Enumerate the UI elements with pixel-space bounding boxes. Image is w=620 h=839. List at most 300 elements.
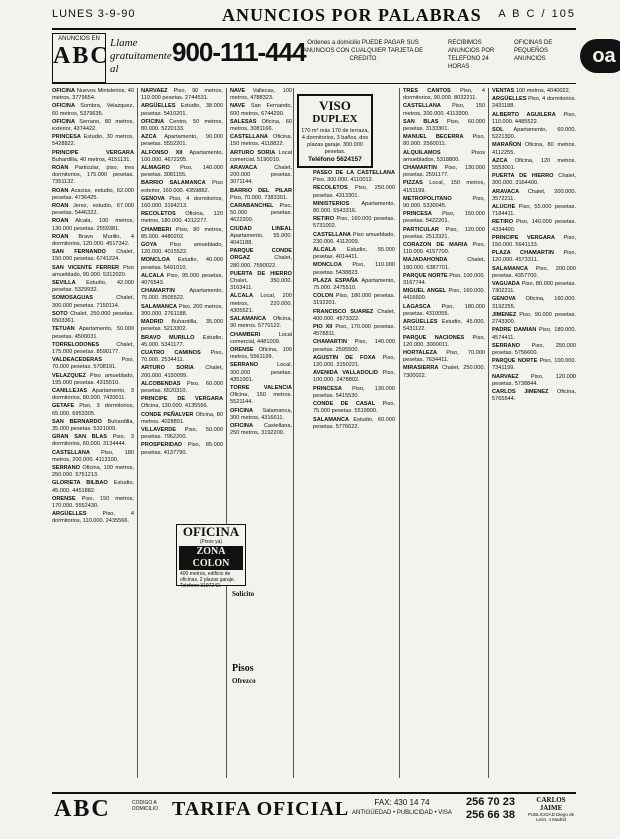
classified-ad [313,339,395,353]
ad-text: Piso, 55.000 pesetas. 7184411. [492,204,576,218]
ad-keyword: AZCA [492,157,508,164]
ad-keyword: ORENSE [230,346,254,353]
classified-ad [313,185,395,199]
ad-text: Piso, 120.000. 3150221. [313,354,395,369]
classified-ad [313,262,395,276]
classified-ad [141,134,223,148]
column-divider [488,88,489,778]
ad-keyword: PLAZA CHAMARTIN [492,250,554,257]
ad-keyword: PARQUE NACIONES [403,334,465,341]
ad-keyword: PADRE DAMIAN [492,327,537,334]
classified-ad [141,227,223,241]
classified-ad [403,150,485,164]
classified-ad [141,365,223,379]
classified-ad [403,350,485,364]
ad-text: Particular, piso, tres dormitorios, 175.000 pesetas. 7351132. [52,165,134,186]
classified-ad [230,385,292,407]
ad-keyword: SALAMANCA [313,416,350,423]
classified-ad [492,219,576,233]
ad-keyword: OFICINA [52,103,75,110]
ad-text: Chalet, 175.000 pesetas. 8590177. [52,341,134,355]
ad-keyword: CANILLEJAS [52,387,88,394]
ad-keyword: COLON [313,293,334,300]
classified-ad [313,309,395,323]
ad-text: Piso, 170.000 pesetas. 4578811. [313,324,395,338]
classified-ad [492,358,576,372]
ad-text: Piso amueblado, 195.000 pesetas. 4315510. [52,372,134,386]
classified-ad [230,150,292,164]
classified-ad [230,347,292,361]
classified-ad [403,165,485,179]
ad-keyword: ROAN [52,218,69,225]
classified-ad [230,362,292,384]
classified-ad [52,249,134,263]
ad-text: Piso, 75.000 pesetas. 5519900. [313,401,395,415]
ad-text: Piso, 150.000 pesetas. 5422201. [403,211,485,225]
ad-keyword: SEVILLA [52,280,76,287]
phone-banner [52,33,616,84]
classified-ad [52,496,134,510]
ad-text: Piso, 150 metros, 200.000. 4113300. [403,103,485,117]
classified-ad [141,196,223,210]
classified-ad [141,180,223,194]
classified-ad [313,355,395,369]
ad-keyword: ALFONSO XII [141,149,183,156]
ad-keyword: PRINCIPE VERGARA [492,234,555,241]
ad-text: Apartamento, 75.000. 2475510. [313,277,395,292]
ad-keyword: PARQUE CONDE ORGAZ [230,248,292,262]
ad-keyword: CHAMBERI [230,331,261,338]
classified-ad [141,304,223,318]
ad-keyword: SOMOSAGUAS [52,295,94,302]
classified-ad [313,278,395,292]
ad-text: Piso, 120.000 pesetas. 5738844. [492,373,576,387]
classified-ad [52,165,134,187]
ad-text: Local, 200 metros, 220.000. 4305521. [230,293,292,314]
column-divider [137,88,138,778]
ad-text: Piso, 4 dormitorios, 90.000. 8032211. [403,88,485,102]
classified-ad [230,248,292,270]
ad-text: Piso, 180.000 pesetas. 3192201. [313,293,395,307]
ad-keyword: ALCALA [230,293,253,300]
classified-ad [403,119,485,133]
ad-text: Estudio, 40.000 pesetas. 5491010. [141,257,223,271]
ad-keyword: MONCLOA [141,257,170,264]
free-phone: 900-111-444 [172,37,306,67]
ad-text: Local comercial, 5190010. [230,149,292,163]
classified-ad [492,88,576,95]
ad-keyword: AVENIDA VALLADOLID [313,370,378,377]
ad-keyword: ROAN [52,187,69,194]
classified-ad [403,304,485,318]
ad-text: Apartamento, 3 dormitorios, 80.000. 7420011. [52,387,134,402]
classified-ad [403,257,485,271]
classified-ad [230,332,292,346]
ad-keyword: TORRE VALENCIA [230,384,292,391]
ad-text: Piso, 140.000 pesetas. 3081155. [141,165,223,179]
ad-text: Piso, 160.000 pesetas. 5731002. [313,216,395,230]
column-divider [226,88,227,778]
classified-ad [492,281,576,295]
classified-ad [141,211,223,225]
classified-ad [403,180,485,194]
classified-ad [313,216,395,230]
ad-keyword: OFICINA [52,118,75,125]
ad-keyword: CHAMARTIN [403,165,437,172]
classified-ad [403,319,485,333]
classified-ad [141,88,223,102]
ad-text: Piso, 80.000 pesetas. 7302211. [492,281,576,295]
ad-keyword: ROAN [52,203,69,210]
ad-keyword: ARTURO SORIA [230,149,276,156]
classified-ad [313,324,395,338]
ad-keyword: SALAMANCA [141,303,178,310]
classified-ad [403,288,485,302]
classified-ad [230,188,292,202]
ad-text: Oficina, 80 metros. 4112255. [492,142,576,156]
ad-text: Chalet, 250.000. 7300022. [403,365,485,379]
page-number: A B C / 105 [498,8,576,20]
classified-ad [492,374,576,388]
classified-ad [141,257,223,271]
ad-text: Estudio, 45.000. 5431122. [403,319,485,333]
ad-keyword: AZCA [141,134,157,141]
ad-text: Chalet, 200.000. 3572211. [492,188,576,202]
ad-keyword: PARTICULAR [403,226,439,233]
ad-keyword: CARABANCHEL [230,203,274,210]
ad-text: Oficina, 5765544. [492,388,576,403]
ad-text: Serrano, 80 metros, exterior, 4374422. [52,118,134,133]
ad-keyword: ALCOBENDAS [141,380,181,387]
ad-text: Chalet, 280.000. 7590022. [230,255,292,269]
classified-ad [313,170,395,184]
ad-keyword: ARGÜELLES [403,319,438,326]
classified-ad [492,189,576,203]
ad-keyword: METROPOLITANO [403,195,452,202]
section-headings [232,588,292,688]
column-2 [141,88,223,778]
ad-keyword: ALQUILAMOS [403,149,441,156]
banner-note-right-2: OFICINAS DE PEQUEÑOS ANUNCIOS [514,40,553,62]
ad-text: Piso, 300.000. 4110012. [313,177,374,184]
classified-ad [141,150,223,164]
ad-text: Piso, 160.000. 4416600. [403,288,485,302]
ad-keyword: BARRIO SALAMANCA [141,180,206,187]
ad-text: Oficina, 60 metros, 3081166. [230,118,292,133]
ad-keyword: ARGÜELLES [492,96,527,103]
ad-text: Acacias, estudio, 62.000 pesetas. 4736425. [52,187,134,201]
classified-ad [492,343,576,357]
classified-ad [141,350,223,364]
classified-ad [52,342,134,356]
ad-keyword: LAGASCA [403,303,431,310]
ad-keyword: SAN FERNANDO [52,249,106,256]
ad-keyword: PIO XII [313,324,333,331]
ad-keyword: AGUSTIN DE FOXA [313,354,376,361]
ad-keyword: HORTALEZA [403,349,438,356]
classified-ad [403,273,485,287]
classified-ad [403,196,485,210]
ad-keyword: BARRIO DEL PILAR [230,187,292,194]
ad-text: Piso, 4 dormitorios, 160.000. 3194213. [141,195,223,210]
ad-keyword: NAVE [230,103,246,110]
ad-keyword: PRINCESA [313,385,342,392]
classified-ad [52,150,134,164]
ad-text: Salamanca, 300 metros, 4316611. [230,407,292,421]
classified-ad [403,365,485,379]
ad-keyword: CUATRO CAMINOS [141,349,201,356]
ad-text: Piso, 250.000 pesetas. 5756600. [492,342,576,356]
classified-ad [230,408,292,422]
ad-text: Estudio, 30 metros, 5428822. [52,134,134,148]
section-title: ANUNCIOS POR PALABRAS [222,5,482,25]
ad-text: Piso, 50.000 pesetas. 4622200. [230,203,292,224]
classified-ad [230,103,292,117]
ad-keyword: SAN VICENTE FERRER [52,264,120,271]
ad-text: Piso, 4 dormitorios, 110.000. 2435566. [52,511,134,525]
ad-keyword: CORAZON DE MARIA [403,242,468,249]
ad-text: Local, 300.000 pesetas. 4351001. [230,362,292,383]
banner-note: Ordenes a domicilio PUEDE PAGAR SUS ANUNCIOS CON CUALQUIER TARJETA DE CREDITO [302,40,424,62]
classified-ad [403,134,485,148]
classified-ad [230,423,292,437]
ad-keyword: CARLOS JIMENEZ [492,388,549,395]
ad-text: Piso, 130.000 pesetas. 5415530. [313,385,395,399]
ad-keyword: ROAN [52,165,69,172]
ad-keyword: MARAÑON [492,142,522,149]
footer-tarifa: TARIFA OFICIAL [172,798,350,820]
classified-ad [313,386,395,400]
ad-text: Piso, 110.000. 4157700. [403,242,485,256]
ad-text: Oficina, 120 metros. 5553001. [492,157,576,172]
classified-ad [313,293,395,307]
ad-keyword: NARVAEZ [492,373,519,380]
ad-keyword: CHAMARTIN [313,339,347,346]
ad-keyword: ORENSE [52,495,76,502]
ad-keyword: ALMAGRO [141,165,170,172]
footer-phones: 256 70 23 256 66 38 [466,796,515,821]
ad-text: Piso, 70.000 pesetas. 5708191. [52,357,134,371]
ad-text: 100 metros, 4040022. [514,88,571,94]
ad-text: Estudio, 42.000 pesetas. 5329932. [52,280,134,294]
classified-ad [141,335,223,349]
ad-keyword: SALESAS [230,118,257,125]
viso-duplex-ad: VISO DUPLEX 170 m² más 170 de terraza, 4 dormitorios, 3 baños, dos plazas garaje. 300.000 pesetas. Teléfono 5624157 [297,94,373,168]
classified-ad [313,232,395,246]
ad-keyword: ARGÜELLES [52,511,87,518]
ad-text: Piso, 70.000 pesetas. 7634411. [403,349,485,364]
ad-keyword: RETIRO [492,219,514,226]
footer-abc-logo: ABC [54,796,111,822]
classified-ad [492,96,576,110]
ad-text: Apartamento, 55.000. 4041188. [230,232,292,247]
classified-ad [230,88,292,102]
oficina-colon-ad: OFICINA (Pisos ya) ZONA COLON 400 metros, edificio de oficinas, 2 plazas garaje. Telefono 3197242. [176,524,246,586]
ad-keyword: CASTELLANA [313,231,351,238]
classified-ad [141,165,223,179]
ad-keyword: CASTELLANA [403,103,441,110]
section-ofrezco: Ofrezco [232,677,256,685]
classified-ad [52,388,134,402]
ad-text: Piso, 4 dormitorios. 2431188. [492,96,576,110]
ad-keyword: GOYA [141,242,157,249]
ad-keyword: VILLAVERDE [141,426,177,433]
classified-ad [52,218,134,232]
ad-keyword: CIUDAD LINEAL [230,225,292,232]
ad-keyword: SOTO [52,310,68,317]
ad-keyword: MADRID [141,319,164,326]
classified-ad [141,242,223,256]
ad-text: Piso, 200 metros, 300.000. 2761188. [141,303,223,317]
classified-ad [52,419,134,433]
ad-text: San Fernando, 600 metros, 6744290. [230,103,292,117]
ad-text: Estudio, 60.000 pesetas. 5776622. [313,416,395,430]
ad-text: Buhardilla, 40 metros, 4151131. [52,156,131,163]
classified-ad [52,480,134,494]
ad-keyword: TORRELODONES [52,341,100,348]
ad-keyword: ARAVACA [492,188,520,195]
ad-text: Piso, 70.000. 2534411. [141,349,223,364]
ad-keyword: SERRANO [230,362,258,369]
classified-ad [403,335,485,349]
ad-text: Chalet, 300.000. 3164400. [492,173,576,187]
ad-text: Castellana, 250 metros, 3192200. [230,422,292,437]
ad-keyword: CASTELLANA [230,134,268,141]
ad-text: Piso, 120.000. 3000011. [403,334,485,348]
section-pisos: Pisos [232,663,254,674]
ad-text: Piso, 90.000 pesetas. 2743300. [492,311,576,326]
classified-ad [492,204,576,218]
ad-keyword: SAN BLAS [403,118,439,125]
classified-ad [141,427,223,441]
classified-ad [52,465,134,479]
ad-text: Buhardilla, 35.000 pesetas. 5213302. [141,319,223,333]
ad-text: Piso, 80 metros, 85.000. 4480202. [141,226,223,240]
classified-ad [52,188,134,202]
classified-ad [403,103,485,117]
banner-note-right-1: RECIBIMOS ANUNCIOS POR TELEFONO 24 HORAS [448,40,495,70]
ad-text: Sombra, Velazquez, 60 metros, 5379635. [52,103,134,117]
ad-keyword: PRINCIPE VERGARA [52,149,134,156]
ad-text: Bravo Murillo, 4 dormitorios, 120.000. 4517342. [52,233,134,248]
ad-keyword: TETUAN [52,326,75,333]
ad-text: Chalet, 300.000 pesetas. 7150114. [52,295,134,309]
ad-text: Centro, 50 metros, 80.000. 5220133. [141,118,223,133]
classified-ad [52,280,134,294]
classified-ad [313,247,395,261]
classified-ad [313,401,395,415]
ad-keyword: ALCALA [141,272,164,279]
ad-text: Piso amueblado, 90.000. 5312020. [52,264,134,278]
ad-keyword: CHAMBERI [141,226,172,233]
classified-ad [230,271,292,293]
ad-keyword: PUERTA DE HIERRO [230,270,292,277]
ad-keyword: PRINCESA [403,211,432,218]
classified-ad [52,103,134,117]
call-text: Llame gratuitamente al [110,37,172,75]
ad-text: Estudio, 45.000. 4451882. [52,480,134,494]
ad-keyword: ARGÜELLES [141,103,176,110]
ad-keyword: ALCALA [313,247,336,254]
ad-text: Piso, 3 dormitorios, 60.000. 3134444. [52,434,134,448]
ad-text: Apartamento, 75.000. 3505522. [141,288,223,302]
classified-ad [492,266,576,280]
column-divider [293,88,294,778]
column-1 [52,88,134,778]
ad-text: Piso, 180.000 pesetas. 4310055. [403,303,485,317]
ad-text: Piso, 120.000 pesetas. 2513321. [403,226,485,240]
abc-logo: ANUNCIOS EN ABC [52,33,106,83]
ad-text: Piso, 50.000 pesetas. 7962200. [141,426,223,441]
classified-ad [492,158,576,172]
ad-keyword: TRES CANTOS [403,88,451,94]
classified-ad [403,227,485,241]
ad-keyword: VELAZQUEZ [52,372,86,379]
column-4 [313,170,395,778]
classified-ad [52,311,134,325]
ad-text: Piso, 150 metros, 170.000. 5552430. [52,495,134,509]
classified-ad [52,119,134,133]
ad-text: Pisos amueblados, 5318800. [403,149,485,163]
classified-ad [313,417,395,431]
ad-keyword: PASEO DE LA CASTELLANA [313,170,395,176]
ad-text: Chalet, 350.000. 3163411. [230,278,292,292]
ad-text: Piso, 250.000 pesetas. 4313301. [313,185,395,199]
classified-ad [230,226,292,248]
classified-ad [230,119,292,133]
classified-ad [141,396,223,410]
ad-text: Piso, 180.000. 4574411. [492,327,576,341]
ad-text: Buhardilla, 35.000 pesetas. 5321009. [52,418,134,432]
ad-keyword: MINISTERIOS [313,200,350,207]
ad-keyword: SALAMANCA [492,265,529,272]
ad-text: Chalet, 200.000. 4150099. [141,365,223,379]
ad-text: Piso, 95.000 pesetas. 4076543. [141,272,223,287]
classified-ad [141,442,223,456]
ad-text: Piso amueblado, 230.000. 4112009. [313,231,395,245]
ad-keyword: VENTAS [492,88,515,94]
ad-text: Piso, 100.000. 2478802. [313,370,395,384]
footer-bar [52,792,576,828]
classified-ad [403,211,485,225]
ad-text: Vallecas, 100 metros, 4788323. [230,88,292,102]
ad-keyword: SOL [492,127,504,134]
classified-ad [52,234,134,248]
ad-text: Apartamento, 50.000 pesetas. 4500031. [52,326,134,340]
classified-ad [492,312,576,326]
ad-keyword: SERRANO [492,342,520,349]
ad-text: Piso, 120.000. 4573311. [492,250,576,264]
ad-keyword: MAJADAHONDA [403,257,448,264]
ad-text: Jerez, estudio, 67.000 pesetas. 5446322. [52,203,134,217]
classified-ad [52,265,134,279]
ad-keyword: PUERTA DE HIERRO [492,173,554,180]
classified-ad [492,296,576,310]
ad-text: Piso amueblado, 120.000. 4015522. [141,242,223,256]
classified-ad [230,134,292,148]
ad-text: Piso, 60.000 pesetas. 6520310. [141,380,223,394]
classified-ad [52,450,134,464]
classified-ad [230,165,292,187]
ad-text: Piso, 100.000. 7341199. [492,358,576,372]
ad-text: Piso, 3 dormitorios, 65.000. 6953305. [52,403,134,417]
ad-text: Oficina, 120 metros, 180.000. 4312277. [141,211,223,225]
page-date: LUNES 3-9-90 [52,8,136,20]
ad-text: Chalet, 180.000. 6387701. [403,257,485,271]
ad-text: Estudio, 55.000 pesetas. 4014411. [313,247,395,261]
ad-keyword: GETAFE [52,403,75,410]
classified-ad [230,203,292,225]
